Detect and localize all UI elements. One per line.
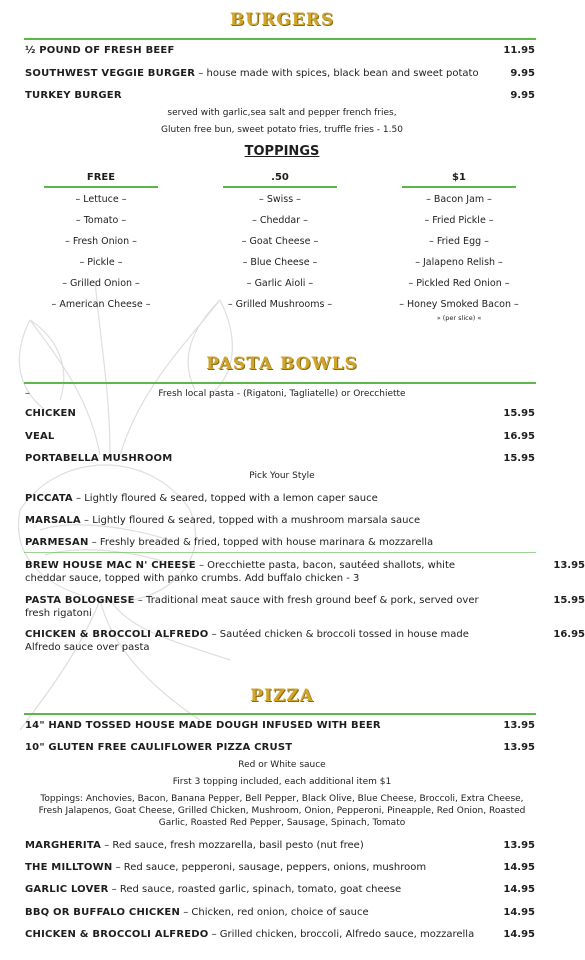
menu-item bbox=[25, 839, 535, 852]
topping-item: – Grilled Mushrooms – bbox=[227, 299, 333, 310]
item-desc: – Freshly breaded & fried, topped with house marinara & mozzarella bbox=[88, 537, 434, 548]
col-rule bbox=[402, 186, 516, 188]
topping-item: – Honey Smoked Bacon – bbox=[399, 299, 519, 310]
topping-item: – Fried Pickle – bbox=[424, 215, 494, 226]
item-price: 16.95 bbox=[553, 629, 585, 640]
topping-item: – Lettuce – bbox=[75, 194, 127, 205]
col-rule bbox=[223, 186, 337, 188]
menu-item bbox=[25, 44, 535, 57]
item-name: PARMESAN bbox=[25, 537, 89, 548]
beet-illustration bbox=[0, 280, 300, 740]
menu-item bbox=[25, 719, 535, 732]
item-desc: – Chicken, red onion, choice of sauce bbox=[180, 907, 369, 918]
menu-item bbox=[25, 928, 535, 941]
item-price: 11.95 bbox=[503, 45, 535, 56]
item-name: 14" HAND TOSSED HOUSE MADE DOUGH INFUSED WITH BEER bbox=[25, 720, 381, 731]
col-rule bbox=[44, 186, 158, 188]
menu-item bbox=[25, 861, 535, 874]
item-name: ½ POUND OF FRESH BEEF bbox=[25, 45, 175, 56]
menu-item bbox=[25, 536, 535, 549]
item-desc: – Traditional meat sauce with fresh ground beef & pork, served over fresh rigatoni bbox=[25, 595, 479, 619]
burgers-rule bbox=[24, 38, 536, 40]
topping-footnote: » (per slice) « bbox=[436, 314, 482, 322]
item-desc: – Red sauce, roasted garlic, spinach, tomato, goat cheese bbox=[108, 884, 402, 895]
item-name: CHICKEN & BROCCOLI ALFREDO bbox=[25, 929, 209, 940]
item-price: 9.95 bbox=[510, 90, 535, 101]
item-name: CHICKEN & BROCCOLI ALFREDO bbox=[25, 629, 209, 640]
item-desc: – Lightly floured & seared, topped with a mushroom marsala sauce bbox=[80, 515, 421, 526]
menu-item bbox=[25, 514, 535, 527]
pizza-rule bbox=[24, 713, 536, 715]
item-price: 14.95 bbox=[503, 884, 535, 895]
item-name: THE MILLTOWN bbox=[25, 862, 113, 873]
menu-item bbox=[25, 430, 535, 443]
divider bbox=[24, 552, 536, 553]
pizza-toppings-list: Toppings: Anchovies, Bacon, Banana Pepper, Bell Pepper, Black Olive, Blue Cheese, Broccoli, Extra Cheese, Fresh Jalapenos, Goat Cheese, Grilled Chicken, Mushroom, Onion, Pepperoni, Pineapple, Red Onion, Roasted Garlic, Roasted Red Pepper, Sausage, Spinach, Tomato bbox=[38, 794, 526, 828]
item-name: BREW HOUSE MAC N' CHEESE bbox=[25, 560, 196, 571]
toppings-title: TOPPINGS bbox=[244, 144, 320, 159]
topping-item: – Bacon Jam – bbox=[426, 194, 492, 205]
menu-item bbox=[25, 883, 535, 896]
topping-item: – Pickle – bbox=[79, 257, 123, 268]
menu-item bbox=[25, 594, 585, 620]
menu-item bbox=[25, 67, 535, 80]
item-name: CHICKEN bbox=[25, 408, 77, 419]
topping-item: – Blue Cheese – bbox=[242, 257, 318, 268]
burgers-note: served with garlic,sea salt and pepper french fries, bbox=[167, 108, 397, 118]
item-desc: – Grilled chicken, broccoli, Alfredo sauce, mozzarella bbox=[208, 929, 475, 940]
menu-item bbox=[25, 452, 535, 465]
topping-item: – Fresh Onion – bbox=[65, 236, 137, 247]
topping-item: – Garlic Aioli – bbox=[246, 278, 314, 289]
item-name: VEAL bbox=[25, 431, 55, 442]
burgers-note: Gluten free bun, sweet potato fries, truffle fries - 1.50 bbox=[161, 125, 403, 135]
item-price: 15.95 bbox=[503, 408, 535, 419]
item-price: 14.95 bbox=[503, 862, 535, 873]
topping-note: First 3 topping included, each additional item $1 bbox=[172, 777, 392, 787]
menu-item bbox=[25, 407, 535, 420]
item-desc: – Lightly floured & seared, topped with a lemon caper sauce bbox=[72, 493, 378, 504]
item-desc: – Red sauce, pepperoni, sausage, peppers, onions, mushroom bbox=[112, 862, 427, 873]
burgers-title: BURGERS bbox=[229, 10, 335, 30]
pizza-title: PIZZA bbox=[250, 686, 314, 706]
item-name: MARSALA bbox=[25, 515, 81, 526]
topping-item: – Grilled Onion – bbox=[62, 278, 140, 289]
topping-item: – Pickled Red Onion – bbox=[408, 278, 510, 289]
item-name: MARGHERITA bbox=[25, 840, 102, 851]
topping-item: – Goat Cheese – bbox=[241, 236, 319, 247]
leading-dash: – bbox=[25, 388, 30, 399]
pasta-rule bbox=[24, 382, 536, 384]
menu-item bbox=[25, 741, 535, 754]
item-name: PASTA BOLOGNESE bbox=[25, 595, 135, 606]
toppings-col-header: $1 bbox=[452, 172, 466, 183]
item-name: TURKEY BURGER bbox=[25, 90, 122, 101]
item-name: PORTABELLA MUSHROOM bbox=[25, 453, 173, 464]
item-price: 13.95 bbox=[553, 560, 585, 571]
menu-item bbox=[25, 89, 535, 102]
item-price: 9.95 bbox=[510, 68, 535, 79]
sauce-note: Red or White sauce bbox=[238, 760, 326, 770]
topping-item: – Jalapeno Relish – bbox=[415, 257, 503, 268]
menu-item bbox=[25, 628, 585, 654]
item-desc: – house made with spices, black bean and sweet potato bbox=[195, 68, 479, 79]
item-price: 13.95 bbox=[503, 720, 535, 731]
topping-item: – Cheddar – bbox=[252, 215, 308, 226]
topping-item: – Tomato – bbox=[75, 215, 127, 226]
topping-item: – American Cheese – bbox=[51, 299, 151, 310]
item-desc: – Red sauce, fresh mozzarella, basil pesto (nut free) bbox=[101, 840, 364, 851]
item-price: 16.95 bbox=[503, 431, 535, 442]
item-name: GARLIC LOVER bbox=[25, 884, 109, 895]
topping-item: – Fried Egg – bbox=[429, 236, 489, 247]
toppings-col-header: .50 bbox=[271, 172, 289, 183]
item-name: SOUTHWEST VEGGIE BURGER bbox=[25, 68, 196, 79]
item-price: 13.95 bbox=[503, 742, 535, 753]
pasta-intro: Fresh local pasta - (Rigatoni, Tagliatelle) or Orecchiette bbox=[158, 389, 406, 399]
menu-item bbox=[25, 559, 585, 585]
item-desc: – Sautéed chicken & broccoli tossed in house made Alfredo sauce over pasta bbox=[25, 629, 469, 653]
pick-style-note: Pick Your Style bbox=[249, 471, 315, 481]
item-price: 15.95 bbox=[553, 595, 585, 606]
item-name: PICCATA bbox=[25, 493, 73, 504]
item-name: BBQ OR BUFFALO CHICKEN bbox=[25, 907, 181, 918]
item-desc: – Orecchiette pasta, bacon, sautéed shallots, white cheddar sauce, topped with panko crumbs. Add buffalo chicken - 3 bbox=[25, 560, 456, 584]
item-price: 13.95 bbox=[503, 840, 535, 851]
item-name: 10" GLUTEN FREE CAULIFLOWER PIZZA CRUST bbox=[25, 742, 293, 753]
item-price: 14.95 bbox=[503, 929, 535, 940]
menu-item bbox=[25, 906, 535, 919]
item-price: 15.95 bbox=[503, 453, 535, 464]
item-price: 14.95 bbox=[503, 907, 535, 918]
pasta-title: PASTA BOWLS bbox=[206, 354, 358, 374]
toppings-col-header: FREE bbox=[86, 172, 116, 183]
menu-item bbox=[25, 492, 535, 505]
topping-item: – Swiss – bbox=[259, 194, 301, 205]
